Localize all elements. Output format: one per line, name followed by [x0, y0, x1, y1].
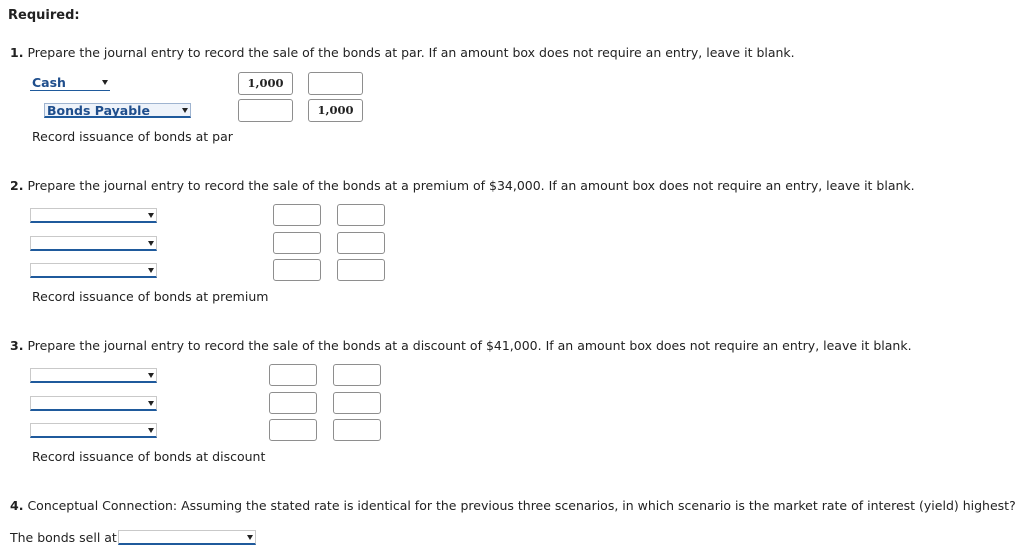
entry-memo-q3: Record issuance of bonds at discount: [32, 449, 266, 464]
question-text: Prepare the journal entry to record the sale of the bonds at a premium of $34,000. If an amount box does not require an entry, leave it blank.: [27, 178, 915, 193]
chevron-down-icon: [102, 80, 108, 85]
chevron-down-icon: [148, 428, 154, 433]
chevron-down-icon: [148, 373, 154, 378]
debit-input-q1-row2[interactable]: [238, 99, 293, 122]
required-heading: Required:: [8, 8, 80, 23]
account-select-value: Bonds Payable: [47, 103, 150, 118]
account-select-q1-row2[interactable]: [44, 103, 191, 118]
chevron-down-icon: [148, 401, 154, 406]
question-2: [10, 178, 915, 193]
account-select-q2-row2[interactable]: [30, 236, 157, 251]
debit-input-q3-row1[interactable]: [269, 364, 317, 386]
question-4: [10, 498, 1016, 513]
account-select-q2-row3[interactable]: [30, 263, 157, 278]
debit-input-q3-row3[interactable]: [269, 419, 317, 441]
debit-input-q2-row1[interactable]: [273, 204, 321, 226]
account-select-value: Cash: [32, 75, 66, 90]
entry-memo-q1: Record issuance of bonds at par: [32, 129, 233, 144]
chevron-down-icon: [148, 241, 154, 246]
question-number: 3.: [10, 338, 24, 353]
question-text: Conceptual Connection: Assuming the stated rate is identical for the previous three scenarios, in which scenario is the market rate of interest (yield) highest?: [27, 498, 1016, 513]
account-select-q2-row1[interactable]: [30, 208, 157, 223]
answer-select-q4[interactable]: [118, 530, 256, 545]
credit-input-q2-row3[interactable]: [337, 259, 385, 281]
question-text: Prepare the journal entry to record the sale of the bonds at par. If an amount box does not require an entry, leave it blank.: [27, 45, 795, 60]
answer-prefix: The bonds sell at: [10, 530, 117, 545]
debit-input-q1-row1[interactable]: 1,000: [238, 72, 293, 95]
account-select-q3-row1[interactable]: [30, 368, 157, 383]
debit-input-q2-row3[interactable]: [273, 259, 321, 281]
debit-input-q3-row2[interactable]: [269, 392, 317, 414]
chevron-down-icon: [247, 535, 253, 540]
entry-memo-q2: Record issuance of bonds at premium: [32, 289, 269, 304]
credit-input-q3-row3[interactable]: [333, 419, 381, 441]
credit-input-q2-row2[interactable]: [337, 232, 385, 254]
question-text: Prepare the journal entry to record the sale of the bonds at a discount of $41,000. If an amount box does not require an entry, leave it blank.: [27, 338, 912, 353]
chevron-down-icon: [148, 268, 154, 273]
account-select-q1-row1[interactable]: [30, 76, 110, 91]
chevron-down-icon: [148, 213, 154, 218]
credit-input-q3-row1[interactable]: [333, 364, 381, 386]
account-select-q3-row3[interactable]: [30, 423, 157, 438]
credit-input-q3-row2[interactable]: [333, 392, 381, 414]
account-select-q3-row2[interactable]: [30, 396, 157, 411]
question-number: 4.: [10, 498, 24, 513]
credit-input-q1-row1[interactable]: [308, 72, 363, 95]
chevron-down-icon: [182, 108, 188, 113]
question-number: 2.: [10, 178, 24, 193]
debit-input-q2-row2[interactable]: [273, 232, 321, 254]
question-3: [10, 338, 912, 353]
question-number: 1.: [10, 45, 24, 60]
credit-input-q1-row2[interactable]: 1,000: [308, 99, 363, 122]
credit-input-q2-row1[interactable]: [337, 204, 385, 226]
question-1: [10, 45, 795, 60]
